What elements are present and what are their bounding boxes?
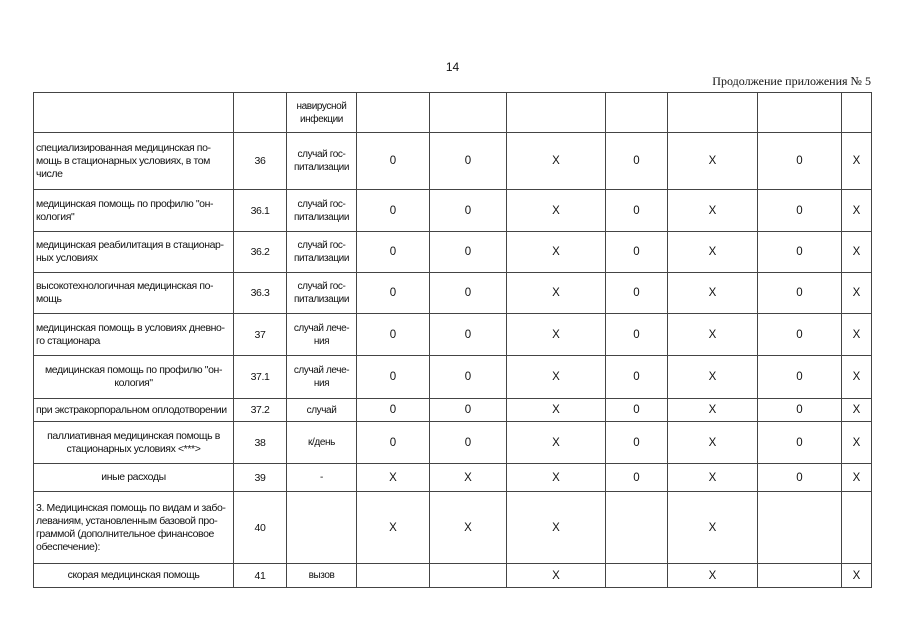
row-unit-cell: случай лече-ния	[287, 356, 357, 399]
value-cell: 0	[606, 399, 668, 422]
table-row	[34, 464, 872, 492]
value-cell	[430, 93, 507, 133]
value-cell: X	[842, 232, 872, 273]
value-cell: X	[668, 564, 758, 588]
row-name-cell: скорая медицинская помощь	[34, 564, 234, 588]
value-cell: 0	[606, 356, 668, 399]
row-unit-cell: навирусной инфекции	[287, 93, 357, 133]
value-cell: X	[842, 464, 872, 492]
value-cell: 0	[606, 464, 668, 492]
value-cell	[507, 93, 606, 133]
row-unit-cell: случай лече-ния	[287, 314, 357, 356]
row-code-cell: 41	[234, 564, 287, 588]
value-cell: X	[357, 464, 430, 492]
row-code-cell: 36	[234, 133, 287, 190]
value-cell	[758, 492, 842, 564]
row-code-cell: 37	[234, 314, 287, 356]
row-code-cell: 40	[234, 492, 287, 564]
value-cell: X	[842, 564, 872, 588]
row-name-cell: при экстракорпоральном оплодотворении	[34, 399, 234, 422]
row-name-cell: высокотехнологичная медицинская по-мощь	[34, 273, 234, 314]
value-cell: X	[507, 564, 606, 588]
value-cell	[357, 564, 430, 588]
value-cell: X	[507, 190, 606, 232]
value-cell: X	[842, 273, 872, 314]
value-cell	[606, 492, 668, 564]
value-cell: 0	[430, 422, 507, 464]
appendix-title: Продолжение приложения № 5	[712, 74, 871, 88]
value-cell: 0	[430, 356, 507, 399]
value-cell: X	[430, 464, 507, 492]
value-cell: X	[668, 273, 758, 314]
value-cell: 0	[758, 190, 842, 232]
value-cell: X	[842, 422, 872, 464]
value-cell: 0	[357, 190, 430, 232]
value-cell	[758, 93, 842, 133]
value-cell: 0	[606, 422, 668, 464]
row-name-cell: специализированная медицинская по-мощь в стационарных условиях, в том числе	[34, 133, 234, 190]
value-cell: 0	[357, 232, 430, 273]
value-cell: X	[842, 190, 872, 232]
row-name-cell: 3. Медицинская помощь по видам и забо-леваниям, установленным базовой про-граммой (дополнительное финансовое обеспечение):	[34, 492, 234, 564]
row-unit-cell	[287, 492, 357, 564]
row-name-cell: иные расходы	[34, 464, 234, 492]
row-name-cell	[34, 93, 234, 133]
row-unit-cell: случай	[287, 399, 357, 422]
value-cell: 0	[357, 399, 430, 422]
value-cell	[606, 564, 668, 588]
value-cell: X	[668, 356, 758, 399]
row-code-cell: 36.1	[234, 190, 287, 232]
value-cell: 0	[758, 356, 842, 399]
value-cell	[357, 93, 430, 133]
value-cell: 0	[357, 422, 430, 464]
table-row	[34, 492, 872, 564]
row-code-cell: 39	[234, 464, 287, 492]
row-unit-cell: случай гос-питализации	[287, 273, 357, 314]
value-cell	[430, 564, 507, 588]
value-cell: X	[507, 422, 606, 464]
value-cell: 0	[606, 314, 668, 356]
value-cell: 0	[758, 232, 842, 273]
row-code-cell: 37.2	[234, 399, 287, 422]
value-cell: 0	[430, 399, 507, 422]
value-cell: X	[842, 399, 872, 422]
value-cell: X	[668, 422, 758, 464]
value-cell: X	[507, 492, 606, 564]
value-cell: 0	[357, 356, 430, 399]
row-unit-cell: случай гос-питализации	[287, 133, 357, 190]
value-cell: 0	[430, 273, 507, 314]
row-name-cell: медицинская помощь в условиях дневно-го стационара	[34, 314, 234, 356]
value-cell: X	[507, 464, 606, 492]
value-cell: 0	[357, 273, 430, 314]
value-cell: 0	[430, 133, 507, 190]
row-code-cell: 36.2	[234, 232, 287, 273]
row-unit-cell: вызов	[287, 564, 357, 588]
table-row	[34, 93, 872, 133]
value-cell: 0	[606, 190, 668, 232]
value-cell: 0	[606, 232, 668, 273]
value-cell: X	[507, 133, 606, 190]
table-row	[34, 356, 872, 399]
value-cell: X	[507, 273, 606, 314]
value-cell: X	[842, 133, 872, 190]
table-row	[34, 399, 872, 422]
page-number: 14	[445, 60, 460, 74]
value-cell: 0	[430, 190, 507, 232]
row-code-cell: 36.3	[234, 273, 287, 314]
value-cell: X	[668, 133, 758, 190]
value-cell	[668, 93, 758, 133]
table-row	[34, 422, 872, 464]
value-cell: X	[507, 232, 606, 273]
table-row	[34, 564, 872, 588]
value-cell: X	[842, 356, 872, 399]
table-row	[34, 232, 872, 273]
row-name-cell: медицинская реабилитация в стационар-ных условиях	[34, 232, 234, 273]
value-cell: X	[507, 399, 606, 422]
value-cell: 0	[758, 422, 842, 464]
value-cell	[842, 492, 872, 564]
row-code-cell: 38	[234, 422, 287, 464]
value-cell: X	[668, 464, 758, 492]
table-row	[34, 273, 872, 314]
row-code-cell	[234, 93, 287, 133]
value-cell: 0	[357, 314, 430, 356]
value-cell: X	[668, 190, 758, 232]
value-cell: X	[357, 492, 430, 564]
value-cell: X	[842, 314, 872, 356]
value-cell: X	[430, 492, 507, 564]
value-cell: X	[507, 314, 606, 356]
value-cell: 0	[357, 133, 430, 190]
value-cell: 0	[758, 399, 842, 422]
row-name-cell: паллиативная медицинская помощь в стационарных условиях <***>	[34, 422, 234, 464]
row-unit-cell: к/день	[287, 422, 357, 464]
value-cell: 0	[758, 464, 842, 492]
table-row	[34, 133, 872, 190]
value-cell: 0	[606, 133, 668, 190]
value-cell: 0	[758, 133, 842, 190]
value-cell	[758, 564, 842, 588]
row-code-cell: 37.1	[234, 356, 287, 399]
value-cell: X	[668, 314, 758, 356]
value-cell	[842, 93, 872, 133]
value-cell: 0	[758, 273, 842, 314]
row-unit-cell: случай гос-питализации	[287, 190, 357, 232]
value-cell: 0	[430, 232, 507, 273]
value-cell: 0	[758, 314, 842, 356]
value-cell: X	[507, 356, 606, 399]
value-cell: X	[668, 399, 758, 422]
value-cell	[606, 93, 668, 133]
table-row	[34, 190, 872, 232]
value-cell: 0	[606, 273, 668, 314]
value-cell: 0	[430, 314, 507, 356]
row-name-cell: медицинская помощь по профилю "он-кология"	[34, 356, 234, 399]
value-cell: X	[668, 232, 758, 273]
row-unit-cell: -	[287, 464, 357, 492]
value-cell: X	[668, 492, 758, 564]
row-unit-cell: случай гос-питализации	[287, 232, 357, 273]
data-table	[33, 92, 872, 588]
row-name-cell: медицинская помощь по профилю "он-кология"	[34, 190, 234, 232]
table-row	[34, 314, 872, 356]
